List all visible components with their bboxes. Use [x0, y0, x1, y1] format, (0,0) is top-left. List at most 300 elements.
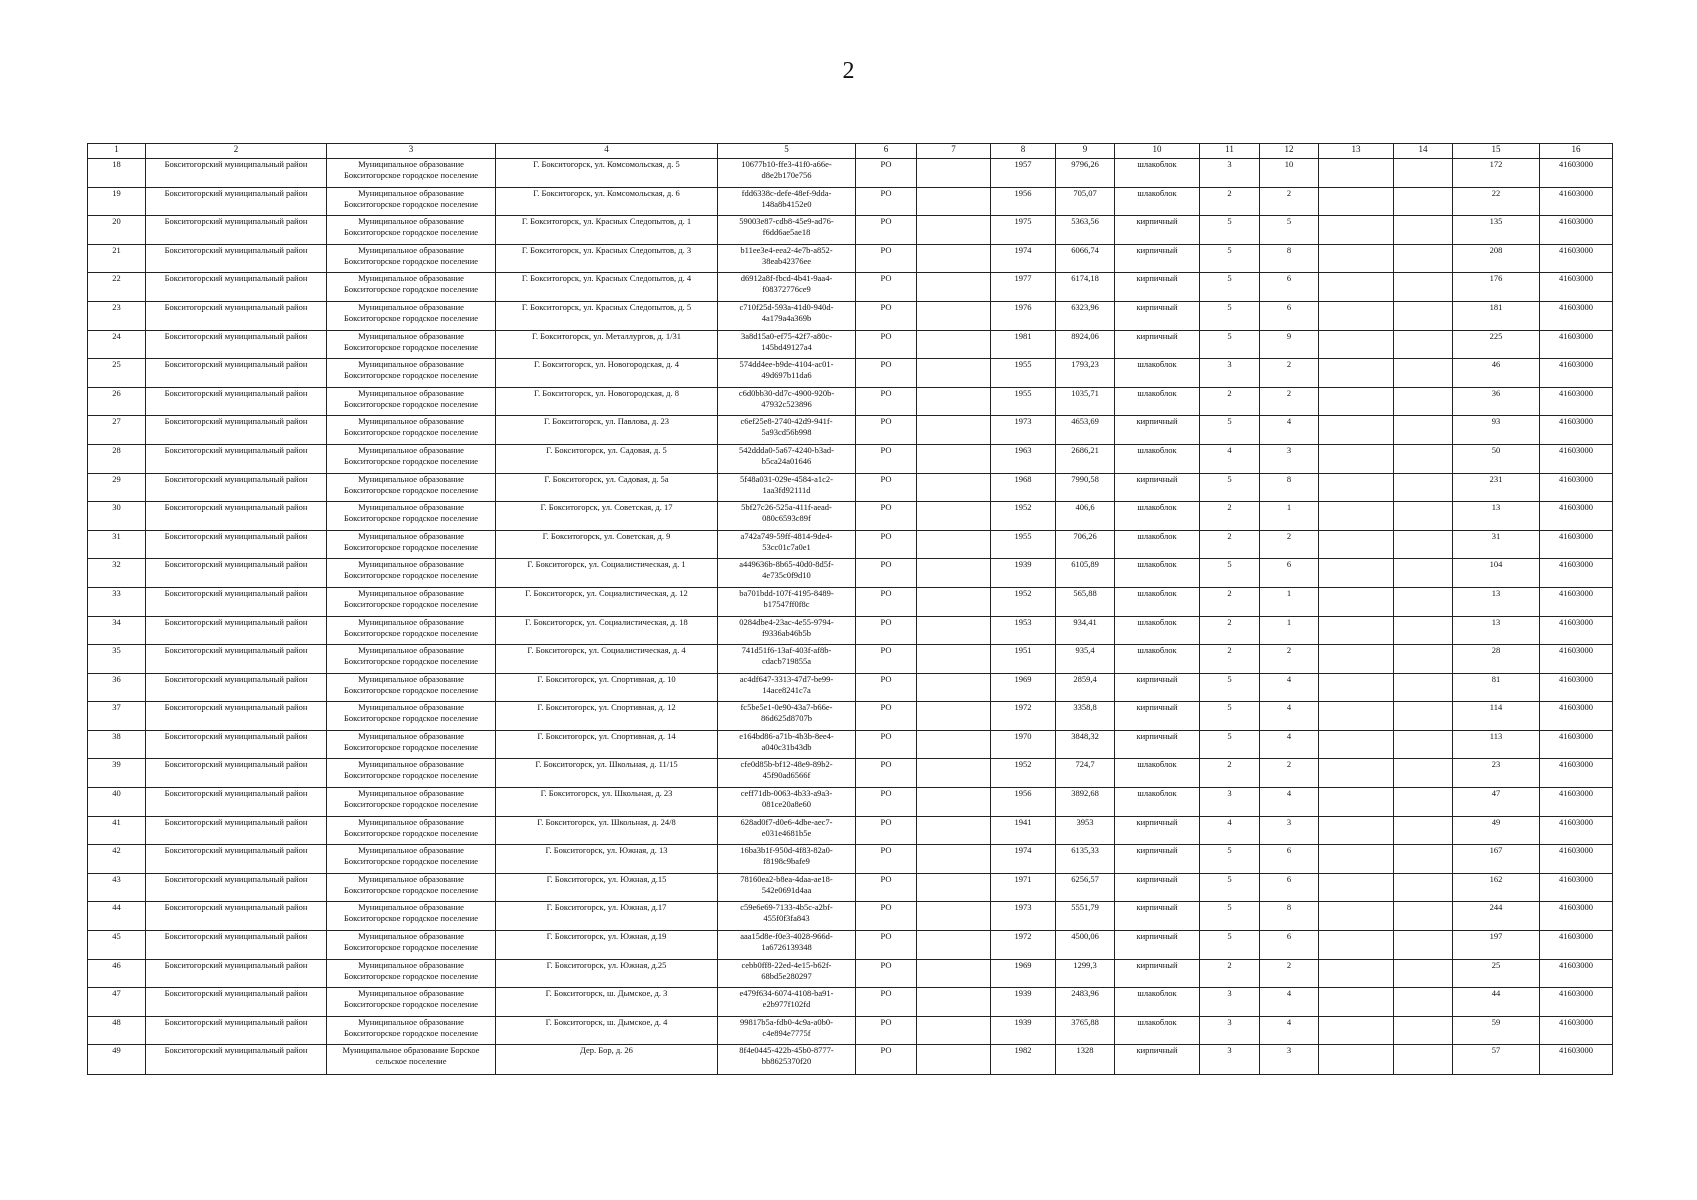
area-cell: 8924,06 — [1056, 330, 1115, 359]
floors-cell: 3 — [1200, 1016, 1260, 1045]
wall-material-cell: кирпичный — [1115, 1045, 1200, 1075]
column-header: 8 — [991, 144, 1056, 159]
column-15-cell: 13 — [1453, 616, 1540, 645]
municipality-cell: Муниципальное образование Бокситогорское городское поселение — [327, 730, 496, 759]
wall-material-cell: шлакоблок — [1115, 502, 1200, 531]
address-cell: Г. Бокситогорск, ул. Школьная, д. 11/15 — [496, 759, 718, 788]
column-6-cell: РО — [856, 902, 917, 931]
column-6-cell: РО — [856, 788, 917, 817]
table-row — [88, 473, 1613, 502]
column-7-cell — [917, 673, 991, 702]
column-6-cell: РО — [856, 587, 917, 616]
oktmo-cell: 41603000 — [1540, 616, 1613, 645]
year-cell: 1972 — [991, 702, 1056, 731]
column-12-cell: 3 — [1260, 816, 1319, 845]
column-12-cell: 6 — [1260, 301, 1319, 330]
column-6-cell: РО — [856, 416, 917, 445]
guid-cell: 5bf27c26-525a-411f-aead-080c6593c89f — [718, 502, 856, 531]
guid-cell: c6ef25e8-2740-42d9-941f-5a93cd56b998 — [718, 416, 856, 445]
table-row — [88, 502, 1613, 531]
column-13-cell — [1319, 273, 1394, 302]
column-14-cell — [1394, 730, 1453, 759]
column-6-cell: РО — [856, 845, 917, 874]
table-row — [88, 988, 1613, 1017]
column-7-cell — [917, 1016, 991, 1045]
area-cell: 9796,26 — [1056, 159, 1115, 188]
municipality-cell: Муниципальное образование Бокситогорское городское поселение — [327, 559, 496, 588]
column-14-cell — [1394, 273, 1453, 302]
column-15-cell: 25 — [1453, 959, 1540, 988]
municipality-cell: Муниципальное образование Бокситогорское городское поселение — [327, 159, 496, 188]
column-7-cell — [917, 959, 991, 988]
column-15-cell: 172 — [1453, 159, 1540, 188]
column-14-cell — [1394, 673, 1453, 702]
address-cell: Г. Бокситогорск, ул. Южная, д.17 — [496, 902, 718, 931]
municipality-cell: Муниципальное образование Бокситогорское городское поселение — [327, 988, 496, 1017]
column-15-cell: 93 — [1453, 416, 1540, 445]
column-12-cell: 2 — [1260, 530, 1319, 559]
column-header: 2 — [146, 144, 327, 159]
oktmo-cell: 41603000 — [1540, 244, 1613, 273]
year-cell: 1953 — [991, 616, 1056, 645]
year-cell: 1975 — [991, 216, 1056, 245]
row-number-cell: 19 — [88, 187, 146, 216]
column-14-cell — [1394, 502, 1453, 531]
area-cell: 1299,3 — [1056, 959, 1115, 988]
year-cell: 1963 — [991, 444, 1056, 473]
municipality-cell: Муниципальное образование Бокситогорское городское поселение — [327, 301, 496, 330]
column-header: 1 — [88, 144, 146, 159]
year-cell: 1982 — [991, 1045, 1056, 1075]
oktmo-cell: 41603000 — [1540, 1016, 1613, 1045]
municipality-cell: Муниципальное образование Бокситогорское городское поселение — [327, 387, 496, 416]
column-7-cell — [917, 559, 991, 588]
row-number-cell: 35 — [88, 645, 146, 674]
column-15-cell: 13 — [1453, 502, 1540, 531]
year-cell: 1976 — [991, 301, 1056, 330]
district-cell: Бокситогорский муниципальный район — [146, 873, 327, 902]
floors-cell: 5 — [1200, 330, 1260, 359]
oktmo-cell: 41603000 — [1540, 816, 1613, 845]
column-6-cell: РО — [856, 244, 917, 273]
table-row — [88, 616, 1613, 645]
row-number-cell: 39 — [88, 759, 146, 788]
district-cell: Бокситогорский муниципальный район — [146, 1045, 327, 1075]
column-6-cell: РО — [856, 530, 917, 559]
address-cell: Г. Бокситогорск, ул. Павлова, д. 23 — [496, 416, 718, 445]
year-cell: 1968 — [991, 473, 1056, 502]
column-12-cell: 9 — [1260, 330, 1319, 359]
column-header: 6 — [856, 144, 917, 159]
table-body — [88, 159, 1613, 1075]
row-number-cell: 24 — [88, 330, 146, 359]
table-row — [88, 187, 1613, 216]
municipality-cell: Муниципальное образование Бокситогорское городское поселение — [327, 444, 496, 473]
column-6-cell: РО — [856, 559, 917, 588]
floors-cell: 5 — [1200, 931, 1260, 960]
guid-cell: ac4df647-3313-47d7-be99-14ace8241c7a — [718, 673, 856, 702]
table-row — [88, 845, 1613, 874]
guid-cell: fc5be5e1-0e90-43a7-b66e-86d625d8707b — [718, 702, 856, 731]
district-cell: Бокситогорский муниципальный район — [146, 931, 327, 960]
address-cell: Г. Бокситогорск, ул. Красных Следопытов, д. 4 — [496, 273, 718, 302]
row-number-cell: 42 — [88, 845, 146, 874]
column-14-cell — [1394, 359, 1453, 388]
year-cell: 1977 — [991, 273, 1056, 302]
table-row — [88, 273, 1613, 302]
column-12-cell: 6 — [1260, 845, 1319, 874]
year-cell: 1956 — [991, 788, 1056, 817]
oktmo-cell: 41603000 — [1540, 301, 1613, 330]
municipality-cell: Муниципальное образование Бокситогорское городское поселение — [327, 616, 496, 645]
municipality-cell: Муниципальное образование Бокситогорское городское поселение — [327, 788, 496, 817]
column-14-cell — [1394, 845, 1453, 874]
column-7-cell — [917, 301, 991, 330]
row-number-cell: 45 — [88, 931, 146, 960]
column-14-cell — [1394, 187, 1453, 216]
column-13-cell — [1319, 587, 1394, 616]
column-14-cell — [1394, 1045, 1453, 1075]
column-13-cell — [1319, 187, 1394, 216]
oktmo-cell: 41603000 — [1540, 416, 1613, 445]
column-12-cell: 2 — [1260, 187, 1319, 216]
column-12-cell: 2 — [1260, 959, 1319, 988]
oktmo-cell: 41603000 — [1540, 530, 1613, 559]
guid-cell: fdd6338c-defe-48ef-9dda-148a8b4152e0 — [718, 187, 856, 216]
wall-material-cell: шлакоблок — [1115, 387, 1200, 416]
municipality-cell: Муниципальное образование Бокситогорское городское поселение — [327, 359, 496, 388]
column-7-cell — [917, 187, 991, 216]
column-7-cell — [917, 330, 991, 359]
column-13-cell — [1319, 216, 1394, 245]
table-row — [88, 645, 1613, 674]
row-number-cell: 29 — [88, 473, 146, 502]
area-cell: 705,07 — [1056, 187, 1115, 216]
guid-cell: ba701bdd-107f-4195-8489-b17547ff0f8c — [718, 587, 856, 616]
table-row — [88, 216, 1613, 245]
column-13-cell — [1319, 988, 1394, 1017]
district-cell: Бокситогорский муниципальный район — [146, 330, 327, 359]
column-12-cell: 2 — [1260, 387, 1319, 416]
wall-material-cell: кирпичный — [1115, 873, 1200, 902]
column-13-cell — [1319, 702, 1394, 731]
year-cell: 1939 — [991, 559, 1056, 588]
table-row — [88, 1045, 1613, 1075]
area-cell: 2686,21 — [1056, 444, 1115, 473]
year-cell: 1974 — [991, 845, 1056, 874]
wall-material-cell: шлакоблок — [1115, 587, 1200, 616]
area-cell: 4653,69 — [1056, 416, 1115, 445]
column-13-cell — [1319, 645, 1394, 674]
column-15-cell: 23 — [1453, 759, 1540, 788]
oktmo-cell: 41603000 — [1540, 359, 1613, 388]
municipality-cell: Муниципальное образование Борское сельское поселение — [327, 1045, 496, 1075]
column-15-cell: 13 — [1453, 587, 1540, 616]
district-cell: Бокситогорский муниципальный район — [146, 702, 327, 731]
table-header — [88, 144, 1613, 159]
area-cell: 1328 — [1056, 1045, 1115, 1075]
guid-cell: 0284dbe4-23ac-4e55-9794-f9336ab46b5b — [718, 616, 856, 645]
oktmo-cell: 41603000 — [1540, 702, 1613, 731]
column-15-cell: 46 — [1453, 359, 1540, 388]
year-cell: 1939 — [991, 1016, 1056, 1045]
column-14-cell — [1394, 244, 1453, 273]
table-row — [88, 788, 1613, 817]
column-header: 16 — [1540, 144, 1613, 159]
year-cell: 1941 — [991, 816, 1056, 845]
guid-cell: e164bd86-a71b-4b3b-8ee4-a040c31b43db — [718, 730, 856, 759]
column-12-cell: 4 — [1260, 416, 1319, 445]
area-cell: 3848,32 — [1056, 730, 1115, 759]
area-cell: 406,6 — [1056, 502, 1115, 531]
row-number-cell: 20 — [88, 216, 146, 245]
column-15-cell: 176 — [1453, 273, 1540, 302]
column-7-cell — [917, 845, 991, 874]
column-14-cell — [1394, 159, 1453, 188]
column-14-cell — [1394, 1016, 1453, 1045]
column-12-cell: 4 — [1260, 730, 1319, 759]
table-row — [88, 816, 1613, 845]
row-number-cell: 48 — [88, 1016, 146, 1045]
oktmo-cell: 41603000 — [1540, 502, 1613, 531]
column-12-cell: 1 — [1260, 587, 1319, 616]
table-row — [88, 902, 1613, 931]
municipality-cell: Муниципальное образование Бокситогорское городское поселение — [327, 416, 496, 445]
table-row — [88, 587, 1613, 616]
column-15-cell: 162 — [1453, 873, 1540, 902]
year-cell: 1973 — [991, 416, 1056, 445]
district-cell: Бокситогорский муниципальный район — [146, 816, 327, 845]
floors-cell: 5 — [1200, 216, 1260, 245]
wall-material-cell: шлакоблок — [1115, 616, 1200, 645]
table-row — [88, 359, 1613, 388]
oktmo-cell: 41603000 — [1540, 645, 1613, 674]
floors-cell: 5 — [1200, 702, 1260, 731]
column-7-cell — [917, 1045, 991, 1075]
oktmo-cell: 41603000 — [1540, 673, 1613, 702]
column-7-cell — [917, 416, 991, 445]
column-6-cell: РО — [856, 273, 917, 302]
column-header: 13 — [1319, 144, 1394, 159]
column-15-cell: 114 — [1453, 702, 1540, 731]
year-cell: 1955 — [991, 359, 1056, 388]
municipality-cell: Муниципальное образование Бокситогорское городское поселение — [327, 645, 496, 674]
oktmo-cell: 41603000 — [1540, 873, 1613, 902]
wall-material-cell: кирпичный — [1115, 330, 1200, 359]
year-cell: 1951 — [991, 645, 1056, 674]
oktmo-cell: 41603000 — [1540, 216, 1613, 245]
column-6-cell: РО — [856, 502, 917, 531]
wall-material-cell: шлакоблок — [1115, 1016, 1200, 1045]
column-15-cell: 81 — [1453, 673, 1540, 702]
column-6-cell: РО — [856, 301, 917, 330]
row-number-cell: 33 — [88, 587, 146, 616]
column-15-cell: 135 — [1453, 216, 1540, 245]
table-row — [88, 559, 1613, 588]
column-12-cell: 4 — [1260, 988, 1319, 1017]
row-number-cell: 27 — [88, 416, 146, 445]
column-6-cell: РО — [856, 702, 917, 731]
address-cell: Г. Бокситогорск, ул. Новогородская, д. 8 — [496, 387, 718, 416]
municipality-cell: Муниципальное образование Бокситогорское городское поселение — [327, 273, 496, 302]
column-12-cell: 4 — [1260, 702, 1319, 731]
oktmo-cell: 41603000 — [1540, 473, 1613, 502]
wall-material-cell: шлакоблок — [1115, 759, 1200, 788]
column-7-cell — [917, 530, 991, 559]
table-row — [88, 730, 1613, 759]
column-7-cell — [917, 444, 991, 473]
column-12-cell: 8 — [1260, 473, 1319, 502]
area-cell: 5363,56 — [1056, 216, 1115, 245]
floors-cell: 4 — [1200, 816, 1260, 845]
column-12-cell: 2 — [1260, 759, 1319, 788]
address-cell: Г. Бокситогорск, ул. Садовая, д. 5а — [496, 473, 718, 502]
guid-cell: b11ee3e4-eea2-4e7b-a852-38eab42376ee — [718, 244, 856, 273]
column-14-cell — [1394, 301, 1453, 330]
column-13-cell — [1319, 673, 1394, 702]
year-cell: 1969 — [991, 959, 1056, 988]
oktmo-cell: 41603000 — [1540, 159, 1613, 188]
area-cell: 6174,18 — [1056, 273, 1115, 302]
address-cell: Г. Бокситогорск, ул. Красных Следопытов, д. 3 — [496, 244, 718, 273]
column-12-cell: 6 — [1260, 559, 1319, 588]
row-number-cell: 41 — [88, 816, 146, 845]
district-cell: Бокситогорский муниципальный район — [146, 645, 327, 674]
year-cell: 1952 — [991, 759, 1056, 788]
row-number-cell: 36 — [88, 673, 146, 702]
column-12-cell: 5 — [1260, 216, 1319, 245]
oktmo-cell: 41603000 — [1540, 187, 1613, 216]
municipality-cell: Муниципальное образование Бокситогорское городское поселение — [327, 530, 496, 559]
row-number-cell: 40 — [88, 788, 146, 817]
year-cell: 1952 — [991, 587, 1056, 616]
address-cell: Г. Бокситогорск, ул. Социалистическая, д. 1 — [496, 559, 718, 588]
table-row — [88, 301, 1613, 330]
area-cell: 3765,88 — [1056, 1016, 1115, 1045]
address-cell: Г. Бокситогорск, ул. Красных Следопытов, д. 1 — [496, 216, 718, 245]
row-number-cell: 26 — [88, 387, 146, 416]
column-6-cell: РО — [856, 387, 917, 416]
municipality-cell: Муниципальное образование Бокситогорское городское поселение — [327, 587, 496, 616]
column-6-cell: РО — [856, 673, 917, 702]
area-cell: 2859,4 — [1056, 673, 1115, 702]
address-cell: Г. Бокситогорск, ул. Школьная, д. 24/8 — [496, 816, 718, 845]
wall-material-cell: кирпичный — [1115, 673, 1200, 702]
area-cell: 3892,68 — [1056, 788, 1115, 817]
floors-cell: 5 — [1200, 873, 1260, 902]
column-15-cell: 104 — [1453, 559, 1540, 588]
wall-material-cell: кирпичный — [1115, 845, 1200, 874]
column-13-cell — [1319, 873, 1394, 902]
oktmo-cell: 41603000 — [1540, 444, 1613, 473]
address-cell: Г. Бокситогорск, ул. Садовая, д. 5 — [496, 444, 718, 473]
column-7-cell — [917, 359, 991, 388]
floors-cell: 2 — [1200, 502, 1260, 531]
district-cell: Бокситогорский муниципальный район — [146, 788, 327, 817]
area-cell: 6323,96 — [1056, 301, 1115, 330]
column-13-cell — [1319, 788, 1394, 817]
column-14-cell — [1394, 330, 1453, 359]
column-14-cell — [1394, 559, 1453, 588]
column-14-cell — [1394, 988, 1453, 1017]
floors-cell: 5 — [1200, 473, 1260, 502]
column-6-cell: РО — [856, 187, 917, 216]
column-15-cell: 181 — [1453, 301, 1540, 330]
area-cell: 3358,8 — [1056, 702, 1115, 731]
guid-cell: 78160ea2-b8ea-4daa-ae18-542e0691d4aa — [718, 873, 856, 902]
table-row — [88, 444, 1613, 473]
column-14-cell — [1394, 759, 1453, 788]
wall-material-cell: кирпичный — [1115, 931, 1200, 960]
column-7-cell — [917, 702, 991, 731]
row-number-cell: 49 — [88, 1045, 146, 1075]
column-15-cell: 28 — [1453, 645, 1540, 674]
district-cell: Бокситогорский муниципальный район — [146, 502, 327, 531]
column-6-cell: РО — [856, 473, 917, 502]
column-header: 15 — [1453, 144, 1540, 159]
wall-material-cell: шлакоблок — [1115, 988, 1200, 1017]
column-15-cell: 113 — [1453, 730, 1540, 759]
address-cell: Г. Бокситогорск, ул. Социалистическая, д. 12 — [496, 587, 718, 616]
column-header: 12 — [1260, 144, 1319, 159]
year-cell: 1955 — [991, 387, 1056, 416]
guid-cell: 10677b10-ffe3-41f0-a66e-d8e2b170e756 — [718, 159, 856, 188]
row-number-cell: 28 — [88, 444, 146, 473]
page-number: 2 — [842, 58, 855, 84]
district-cell: Бокситогорский муниципальный район — [146, 444, 327, 473]
address-cell: Г. Бокситогорск, ул. Школьная, д. 23 — [496, 788, 718, 817]
wall-material-cell: кирпичный — [1115, 702, 1200, 731]
column-6-cell: РО — [856, 330, 917, 359]
year-cell: 1981 — [991, 330, 1056, 359]
column-12-cell: 2 — [1260, 645, 1319, 674]
year-cell: 1971 — [991, 873, 1056, 902]
column-14-cell — [1394, 959, 1453, 988]
column-6-cell: РО — [856, 759, 917, 788]
column-15-cell: 50 — [1453, 444, 1540, 473]
column-12-cell: 6 — [1260, 273, 1319, 302]
column-15-cell: 208 — [1453, 244, 1540, 273]
column-12-cell: 1 — [1260, 502, 1319, 531]
address-cell: Г. Бокситогорск, ул. Комсомольская, д. 6 — [496, 187, 718, 216]
column-6-cell: РО — [856, 988, 917, 1017]
column-7-cell — [917, 788, 991, 817]
column-13-cell — [1319, 1045, 1394, 1075]
column-7-cell — [917, 931, 991, 960]
floors-cell: 5 — [1200, 730, 1260, 759]
column-6-cell: РО — [856, 645, 917, 674]
guid-cell: 542ddda0-5a67-4240-b3ad-b5ca24a01646 — [718, 444, 856, 473]
column-13-cell — [1319, 473, 1394, 502]
oktmo-cell: 41603000 — [1540, 273, 1613, 302]
wall-material-cell: кирпичный — [1115, 301, 1200, 330]
floors-cell: 5 — [1200, 559, 1260, 588]
guid-cell: c59e6e69-7133-4b5c-a2bf-455f0f3fa843 — [718, 902, 856, 931]
column-12-cell: 4 — [1260, 1016, 1319, 1045]
column-13-cell — [1319, 387, 1394, 416]
district-cell: Бокситогорский муниципальный район — [146, 616, 327, 645]
address-cell: Г. Бокситогорск, ул. Красных Следопытов, д. 5 — [496, 301, 718, 330]
column-14-cell — [1394, 587, 1453, 616]
district-cell: Бокситогорский муниципальный район — [146, 187, 327, 216]
district-cell: Бокситогорский муниципальный район — [146, 244, 327, 273]
column-12-cell: 10 — [1260, 159, 1319, 188]
column-14-cell — [1394, 216, 1453, 245]
municipality-cell: Муниципальное образование Бокситогорское городское поселение — [327, 959, 496, 988]
area-cell: 4500,06 — [1056, 931, 1115, 960]
district-cell: Бокситогорский муниципальный район — [146, 416, 327, 445]
area-cell: 6066,74 — [1056, 244, 1115, 273]
